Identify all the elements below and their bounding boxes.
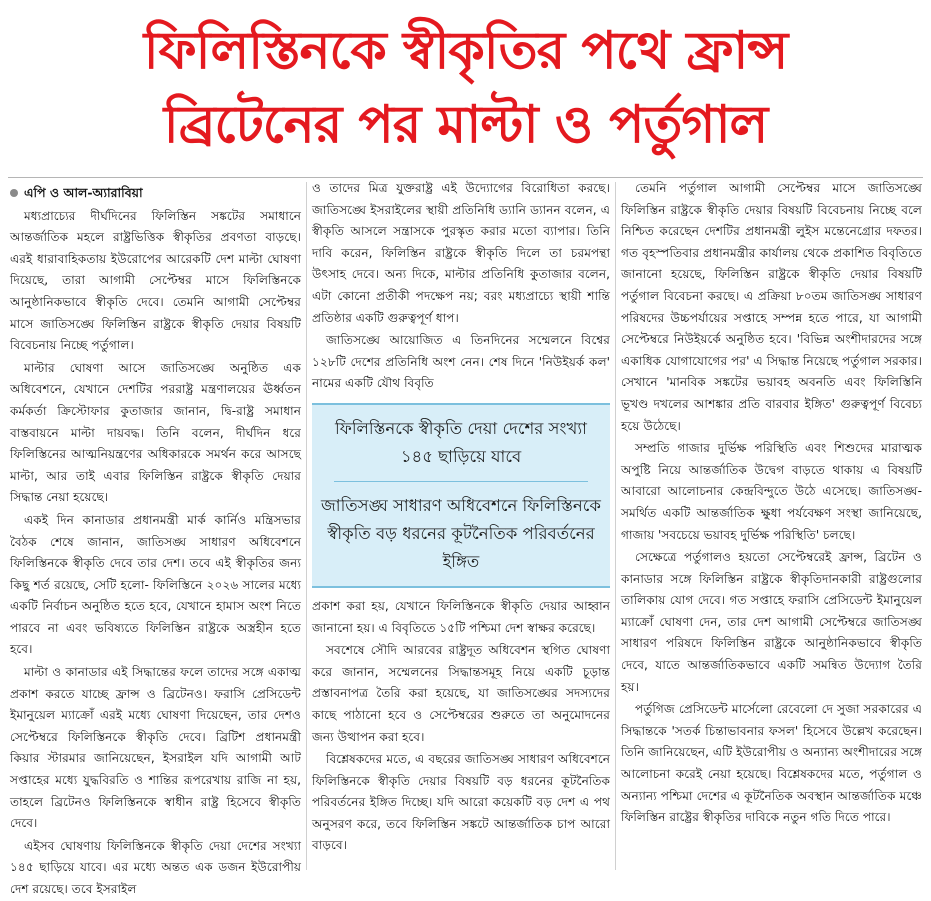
- paragraph: প্রকাশ করা হয়, যেখানে ফিলিস্তিনকে স্বীকৃতি দেয়ার আহ্বান জানানো হয়। এ বিবৃতিতে ১৫টি পশ্চিমা দেশ স্বাক্ষর করেছে।: [312, 598, 610, 635]
- pull-quote-1: ফিলিস্তিনকে স্বীকৃতি দেয়া দেশের সংখ্যা ১৪৫ ছাড়িয়ে যাবে: [335, 418, 587, 466]
- article-column-1: [10, 178, 301, 896]
- paragraph: মধ্যপ্রাচ্যের দীর্ঘদিনের ফিলিস্তিন সঙ্কটের সমাধানে আন্তর্জাতিক মহলে রাষ্ট্রভিত্তিক স্বীকৃতির প্রবণতা বাড়ছে। এরই ধারাবাহিকতায় ইউরোপের আরেকটি দেশ মাল্টা ঘোষণা দিয়েছে, তারা আগামী সেপ্টেম্বর মাসে ফিলিস্তিনকে আনুষ্ঠানিকভাবে স্বীকৃতি দেবে। তেমনি আগামী সেপ্টেম্বর মাসে জাতিসঙ্ঘে ফিলিস্তিন রাষ্ট্রকে স্বীকৃতি দেয়ার বিষয়টি বিবেচনায় নিচ্ছে পর্তুগাল।: [10, 208, 301, 353]
- article-column-3: [621, 178, 922, 873]
- paragraph: মাল্টা ও কানাডার এই সিদ্ধান্তের ফলে তাদের সঙ্গে একাত্ম প্রকাশ করতে যাচ্ছে ফ্রান্স ও ব্রিটেনও। ফরাসি প্রেসিডেন্ট ইমানুয়েল ম্যাক্রোঁ এরই মধ্যে ঘোষণা দিয়েছেন, তার দেশও সেপ্টেম্বরে ফিলিস্তিনকে স্বীকৃতি দেবে। ব্রিটিশ প্রধানমন্ত্রী কিয়ার স্টারমার জানিয়েছেন, ইসরাইল যদি আগামী আট সপ্তাহের মধ্যে যুদ্ধবিরতি ও শান্তির রূপরেখায় রাজি না হয়, তাহলে ব্রিটেনও ফিলিস্তিনকে স্বাধীন রাষ্ট্র হিসেবে স্বীকৃতি দেবে।: [10, 665, 301, 831]
- paragraph: একই দিন কানাডার প্রধানমন্ত্রী মার্ক কার্নিও মন্ত্রিসভার বৈঠক শেষে জানান, জাতিসঙ্ঘ সাধারণ অধিবেশনে ফিলিস্তিনকে স্বীকৃতি দেবে তার দেশ। তবে এই স্বীকৃতির জন্য কিছু শর্ত রয়েছে, সেটি হলো- ফিলিস্তিনে ২০২৬ সালের মধ্যে একটি নির্বাচন অনুষ্ঠিত হতে হবে, যেখানে হামাস অংশ নিতে পারবে না এবং ভবিষ্যতে ফিলিস্তিন রাষ্ট্রকে অস্ত্রহীন হতে হবে।: [10, 512, 301, 657]
- headline: [0, 0, 931, 176]
- pull-quote-2: জাতিসঙ্ঘ সাধারণ অধিবেশনে ফিলিস্তিনকে স্বীকৃতি বড় ধরনের কূটনৈতিক পরিবর্তনের ইঙ্গিত: [321, 495, 601, 571]
- paragraph: সবশেষে সৌদি আরবের রাষ্ট্রদূত অধিবেশন স্থগিত ঘোষণা করে জানান, সম্মেলনের সিদ্ধান্তসমূহ নিয়ে একটি চূড়ান্ত প্রস্তাবনাপত্র তৈরি করা হয়েছে, যা জাতিসঙ্ঘের সদস্যদের কাছে পাঠানো হবে ও সেপ্টেম্বরের শুরুতে তা অনুমোদনের জন্য উত্থাপন করা হবে।: [312, 643, 610, 744]
- byline-bullet-icon: [10, 189, 18, 197]
- paragraph: সম্প্রতি গাজার দুর্ভিক্ষ পরিস্থিতি এবং শিশুদের মারাত্মক অপুষ্টি নিয়ে আন্তর্জাতিক উদ্বেগ বাড়তে থাকায় এ বিষয়টি আবারো আলোচনার কেন্দ্রবিন্দুতে উঠে এসেছে। জাতিসঙ্ঘ-সমর্থিত একটি আন্তর্জাতিক ক্ষুধা পর্যবেক্ষণ সংস্থা জানিয়েছে, গাজায় 'সবচেয়ে ভয়াবহ দুর্ভিক্ষ পরিস্থিতি' চলছে।: [621, 441, 922, 542]
- article-column-2: [312, 178, 610, 873]
- column-divider-1: [306, 182, 307, 870]
- paragraph: জাতিসঙ্ঘে আয়োজিত এ তিনদিনের সম্মেলনে বিশ্বের ১২৮টি দেশের প্রতিনিধি অংশ নেন। শেষ দিনে 'নিউইয়র্ক কল' নামের একটি যৌথ বিবৃতি: [312, 333, 610, 391]
- paragraph: ও তাদের মিত্র যুক্তরাষ্ট্র এই উদ্যোগের বিরোধিতা করছে। জাতিসঙ্ঘে ইসরাইলের স্থায়ী প্রতিনিধি ড্যানি ড্যানন বলেন, এ স্বীকৃতি আসলে সন্ত্রাসকে পুরস্কৃত করার মতো ব্যাপার। তিনি দাবি করেন, ফিলিস্তিন রাষ্ট্রকে স্বীকৃতি দিলে তা চরমপন্থা উৎসাহ দেবে। অন্য দিকে, মাল্টার প্রতিনিধি কুতাজার বলেন, এটা কোনো প্রতীকী পদক্ষেপ নয়; বরং মধ্যপ্রাচ্যে স্থায়ী শান্তি প্রতিষ্ঠার একটি গুরুত্বপূর্ণ ধাপ।: [312, 181, 610, 325]
- paragraph: তেমনি পর্তুগাল আগামী সেপ্টেম্বর মাসে জাতিসঙ্ঘে ফিলিস্তিন রাষ্ট্রকে স্বীকৃতি দেয়ার বিষয়টি বিবেচনায় নিচ্ছে বলে নিশ্চিত করেছেন দেশটির প্রধানমন্ত্রী লুইস মন্তেনেগ্রোর দফতর। গত বৃহস্পতিবার প্রধানমন্ত্রীর কার্যালয় থেকে প্রকাশিত বিবৃতিতে জানানো হয়েছে, ফিলিস্তিন রাষ্ট্রকে স্বীকৃতি দেয়ার বিষয়টি পর্তুগাল বিবেচনা করছে। এ প্রক্রিয়া ৮০তম জাতিসঙ্ঘ সাধারণ পরিষদের উচ্চপর্যায়ের সপ্তাহে সম্পন্ন হতে পারে, যা আগামী সেপ্টেম্বরে নিউইয়র্কে অনুষ্ঠিত হবে। 'বিভিন্ন অংশীদারদের সঙ্গে একাধিক যোগাযোগের পর' এ সিদ্ধান্ত নিয়েছে পর্তুগাল সরকার। সেখানে 'মানবিক সঙ্কটের ভয়াবহ অবনতি এবং ফিলিস্তিনি ভূখণ্ড দখলের আশঙ্কার প্রতি বারবার ইঙ্গিত' গুরুত্বপূর্ণ বিবেচ্য হয়ে উঠেছে।: [621, 181, 922, 433]
- byline-text: এপি ও আল-অ্যারাবিয়া: [24, 185, 143, 200]
- pull-quote-box: [312, 403, 610, 588]
- pull-quote-divider: [334, 481, 588, 482]
- paragraph: বিশ্লেষকদের মতে, এ বছরের জাতিসঙ্ঘ সাধারণ অধিবেশনে ফিলিস্তিনকে স্বীকৃতি দেয়ার বিষয়টি বড় ধরনের কূটনৈতিক পরিবর্তনের ইঙ্গিত দিচ্ছে। যদি আরো কয়েকটি বড় দেশ এ পথ অনুসরণ করে, তবে ফিলিস্তিন সঙ্কটে আন্তর্জাতিক চাপ আরো বাড়বে।: [312, 752, 610, 853]
- headline-line-2: ব্রিটেনের পর মাল্টা ও পর্তুগাল: [163, 95, 768, 155]
- column-divider-2: [615, 182, 616, 870]
- headline-line-1: ফিলিস্তিনকে স্বীকৃতির পথে ফ্রান্স: [143, 21, 788, 81]
- paragraph: সেক্ষেত্রে পর্তুগালও হয়তো সেপ্টেম্বরেই ফ্রান্স, ব্রিটেন ও কানাডার সঙ্গে ফিলিস্তিন রাষ্ট্রকে স্বীকৃতিদানকারী রাষ্ট্রগুলোর তালিকায় যোগ দেবে। গত সপ্তাহে ফরাসি প্রেসিডেন্ট ইমানুয়েল ম্যাক্রোঁ ঘোষণা দেন, তার দেশ আগামী সেপ্টেম্বরে জাতিসঙ্ঘ সাধারণ পরিষদে ফিলিস্তিন রাষ্ট্রকে আনুষ্ঠানিকভাবে স্বীকৃতি দেবে, যাতে আন্তর্জাতিকভাবে একটি সমন্বিত উদ্যোগ তৈরি হয়।: [621, 550, 922, 694]
- paragraph: এইসব ঘোষণায় ফিলিস্তিনকে স্বীকৃতি দেয়া দেশের সংখ্যা ১৪৫ ছাড়িয়ে যাবে। এর মধ্যে অন্তত এক ডজন ইউরোপীয় দেশ রয়েছে। তবে ইসরাইল: [10, 838, 301, 896]
- paragraph: পর্তুগিজ প্রেসিডেন্ট মার্সেলো রেবেলো দে সুজা সরকারের এ সিদ্ধান্তকে 'সতর্ক চিন্তাভাবনার ফসল' হিসেবে উল্লেখ করেছেন। তিনি জানিয়েছেন, এটি ইউরোপীয় ও অন্যান্য অংশীদারের সঙ্গে আলোচনা করেই নেয়া হয়েছে। বিশ্লেষকদের মতে, পর্তুগাল ও অন্যান্য পশ্চিমা দেশের এ কূটনৈতিক অবস্থান আন্তর্জাতিক মঞ্চে ফিলিস্তিন রাষ্ট্রের স্বীকৃতির দাবিকে নতুন গতি দিতে পারে।: [621, 702, 922, 825]
- paragraph: মাল্টার ঘোষণা আসে জাতিসঙ্ঘে অনুষ্ঠিত এক অধিবেশনে, যেখানে দেশটির পররাষ্ট্র মন্ত্রণালয়ের ঊর্ধ্বতন কর্মকর্তা ক্রিস্টোফার কুতাজার জানান, দ্বি-রাষ্ট্র সমাধান বাস্তবায়নে মাল্টা দায়বদ্ধ। তিনি বলেন, দীর্ঘদিন ধরে ফিলিস্তিনের আত্মনিয়ন্ত্রণের অধিকারকে সমর্থন করে আসছে মাল্টা, আর তাই এবার ফিলিস্তিন রাষ্ট্রকে স্বীকৃতি দেয়ার সিদ্ধান্ত নেয়া হয়েছে।: [10, 360, 301, 505]
- byline: [10, 182, 301, 204]
